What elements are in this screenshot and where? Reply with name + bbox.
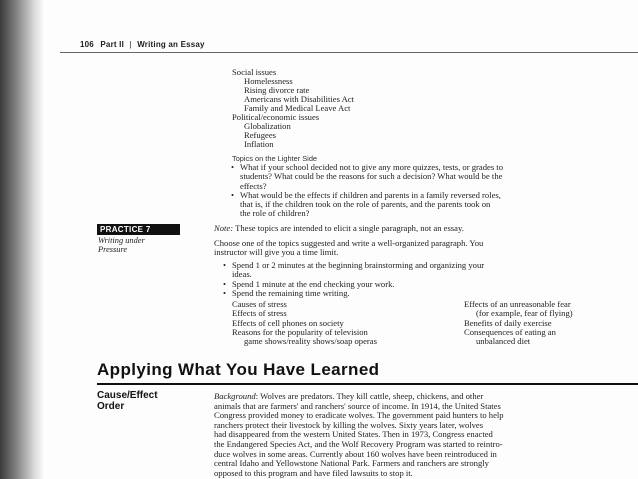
list-item: Consequences of eating an <box>464 326 556 337</box>
practice-topics-left <box>232 300 377 346</box>
list-item: Reasons for the popularity of television <box>232 326 368 337</box>
practice-instruction: Choose one of the topics suggested and write a well-organized paragraph. You instructor will give you a time limit. <box>214 238 484 258</box>
section-rule <box>97 383 638 385</box>
list-item: Causes of stress <box>232 299 287 309</box>
list-item: • What would be the effects if children and parents in a family reversed roles, that is, if the children took on the role of parents, and the parents took on the role of children? <box>230 191 503 219</box>
practice-topics-right <box>464 300 573 346</box>
topic-item: Refugees <box>244 130 276 140</box>
social-issues-heading: Social issues <box>232 67 277 77</box>
practice-label: PRACTICE 7 <box>97 224 180 235</box>
header-rule <box>60 52 638 53</box>
page-gutter-shadow <box>0 0 44 479</box>
header-separator: | <box>129 40 132 49</box>
practice-subtitle: Writing under Pressure <box>98 236 145 254</box>
list-item: • Spend the remaining time writing. <box>222 289 484 298</box>
list-item: game shows/reality shows/soap operas <box>244 336 377 347</box>
note-label: Note: <box>214 223 234 233</box>
topic-item: Homelessness <box>244 76 293 86</box>
list-item: • What if your school decided not to give any more quizzes, tests, or grades to students? What could be the reasons for such a decision? What would be the effects? <box>230 163 503 191</box>
topic-item: Family and Medical Leave Act <box>244 103 351 113</box>
background-paragraph: Background: Wolves are predators. They kill cattle, sheep, chickens, and other animals that are farmers' and ranchers' source of income. In 1914, the United States Congress provided money to eradicate wolves. The government paid hunters to help ranchers protect their livestock by killing the wolves. Sixty years later, wolves had disappeared from the western United States. Then in 1973, Congress enacted the Endangered Species Act, and the Wolf Recovery Program was started to reintro- duce wolves in some areas. Currently about 160 wolves have been reintroduced in central Idaho and Yellowstone National Park. Farmers and ranchers are strongly opposed to this program and have filed lawsuits to stop it. <box>214 392 504 478</box>
list-item: • Spend 1 minute at the end checking your work. <box>222 280 484 289</box>
part-label: Part II <box>100 40 125 49</box>
list-item: unbalanced diet <box>476 336 531 347</box>
section-title: Applying What You Have Learned <box>97 360 380 379</box>
political-issues-heading: Political/economic issues <box>232 112 320 122</box>
list-item: Effects of an unreasonable fear <box>464 299 571 309</box>
topic-item: Rising divorce rate <box>244 85 310 95</box>
list-item: Effects of cell phones on society <box>232 317 344 328</box>
topic-item: Inflation <box>244 139 274 149</box>
page-number: 106 <box>80 40 94 49</box>
list-item: (for example, fear of flying) <box>476 308 573 319</box>
lighter-topics-list <box>230 163 503 219</box>
list-item: Benefits of daily exercise <box>464 317 552 328</box>
topic-item: Globalization <box>244 121 291 131</box>
lighter-side-heading: Topics on the Lighter Side <box>232 154 318 163</box>
running-header <box>80 40 205 49</box>
practice-steps <box>222 261 484 298</box>
topic-item: Americans with Disabilities Act <box>244 94 355 104</box>
list-item: Effects of stress <box>232 308 287 319</box>
cause-effect-label: Cause/Effect Order <box>97 390 158 412</box>
list-item: • Spend 1 or 2 minutes at the beginning brainstorming and organizing your ideas. <box>222 261 484 280</box>
chapter-title: Writing an Essay <box>137 40 205 49</box>
practice-note <box>214 224 464 233</box>
background-label: Background <box>214 392 256 401</box>
note-text: These topics are intended to elicit a single paragraph, not an essay. <box>233 223 464 233</box>
